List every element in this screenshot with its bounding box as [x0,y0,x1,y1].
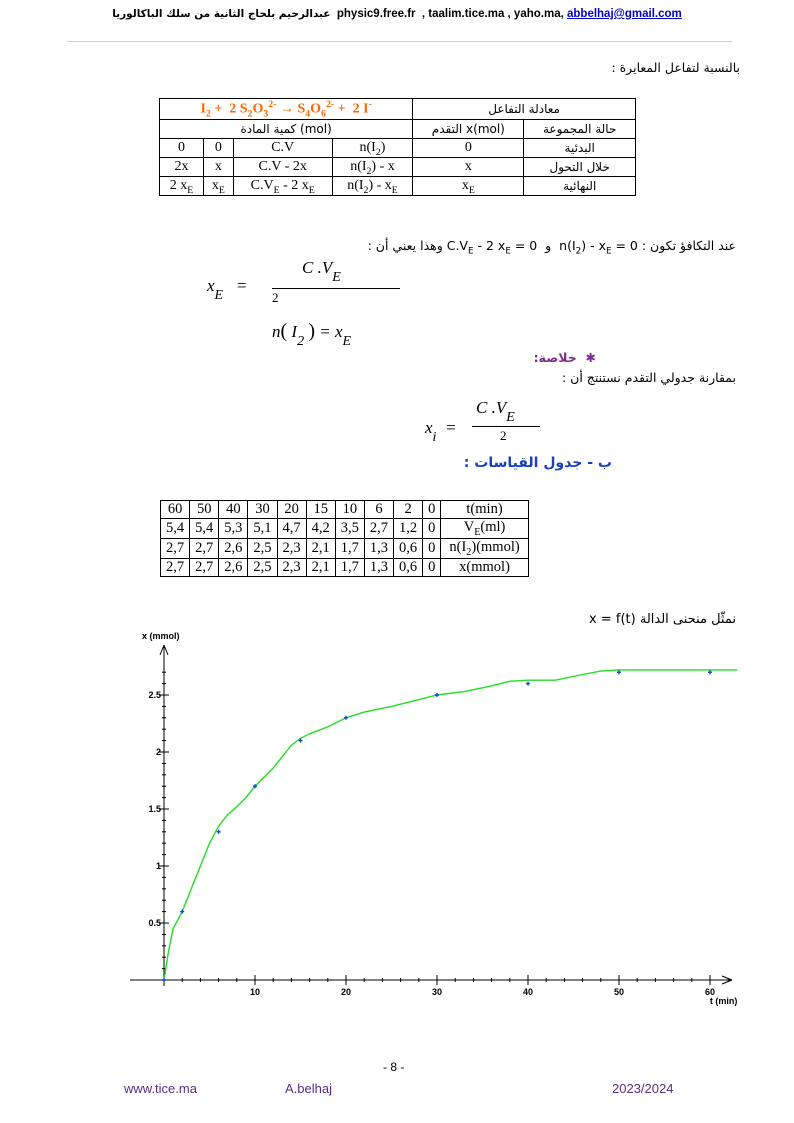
table-cell: 2,1 [306,538,335,558]
intro-text: بالنسبة لتفاعل المعايرة : [611,60,740,75]
table-cell: 5,4 [190,519,219,539]
x-tick-label: 10 [249,987,261,997]
table-cell: 2,7 [364,519,393,539]
table-cell: 1,2 [394,519,423,539]
table-cell: 10 [335,501,364,519]
table-cell: 1,7 [335,558,364,576]
page-number: - 8 - [383,1060,405,1074]
table-cell: 15 [306,501,335,519]
table-cell: 30 [248,501,277,519]
x-tick-label: 20 [340,987,352,997]
table-cell: 1,7 [335,538,364,558]
table-cell: 2,5 [248,538,277,558]
header-email-link[interactable]: abbelhaj@gmail.com [567,8,682,20]
curve-caption: نمثّل منحنى الدالة x = f(t) [589,612,736,627]
table-cell: 0 [423,558,441,576]
data-point [217,830,221,834]
fraction-bar [472,426,540,427]
table-row: 0 0 C.V $n(I_2)$ 0 البدئية [160,139,636,158]
data-point [708,670,712,674]
table-cell: 60 [161,501,190,519]
fraction-bar [272,288,400,289]
y-tick-label: 2 [155,747,161,757]
table-row [161,519,529,539]
x-tick-label: 50 [613,987,625,997]
table-cell: 4,2 [306,519,335,539]
table-cell: 1,3 [364,538,393,558]
row-label: $V_E(ml)$ [441,519,528,539]
table-cell: 0,6 [394,558,423,576]
table-cell: 2,7 [190,538,219,558]
footer-year: 2023/2024 [612,1081,674,1096]
footer-author: A.belhaj [285,1081,332,1096]
measurements-title: ب - جدول القياسات : [463,455,612,471]
header-site: physic9.free.fr [336,8,416,20]
reaction-table [159,98,636,196]
table-cell: 2,7 [161,538,190,558]
table-cell: 5,1 [248,519,277,539]
equation-xi-lhs: $x_i$ = [425,418,457,446]
table-cell: 0,6 [394,538,423,558]
progress-chart [120,625,760,1020]
progress-header: التقدم x(mol) [413,120,524,139]
data-point [435,693,439,697]
header-sites: , taalim.tice.ma , yaho.ma, [421,8,564,20]
table-cell: 5,3 [219,519,248,539]
equation-xE-num: C $.V_E$ [302,258,341,286]
table-row [161,501,529,519]
table-row: 2x x C.V - 2x $n(I_2)$ - x x خلال التحول [160,158,636,177]
table-row: 2 $x_E$ $x_E$ $C.V_E - 2$ $x_E$ $n(I_2) - x_E$ $x_E$ النهائية [160,177,636,196]
y-tick-label: 2.5 [148,690,161,700]
y-tick-label: 1 [155,861,161,871]
x-axis-label: t (min) [709,996,738,1006]
table-cell: 4,7 [277,519,306,539]
equation-xE-lhs: $x_E$ = [207,276,248,304]
header-divider [67,41,732,42]
table-cell: 0 [423,501,441,519]
table-cell: 2,6 [219,558,248,576]
table-cell: 1,3 [364,558,393,576]
conclusion-text: بمقارنة جدولي التقدم نستنتج أن : [561,370,736,385]
table-cell: 2,7 [190,558,219,576]
table-cell: 0 [423,538,441,558]
x-tick-label: 60 [704,987,716,997]
footer-site: www.tice.ma [124,1081,197,1096]
fit-curve [164,670,737,980]
header-author: عبدالرحيم بلحاج الثانية من سلك الباكالوريا [112,8,331,20]
row-label: $n(I_2)(mmol)$ [441,538,528,558]
table-cell: 2,3 [277,538,306,558]
row-label: x(mmol) [441,558,528,576]
table-cell: 2,7 [161,558,190,576]
quantity-header: كمية المادة (mol) [160,120,413,139]
table-cell: 2,1 [306,558,335,576]
x-tick-label: 40 [522,987,534,997]
equation-xE-den: 2 [272,290,279,305]
reaction-title: معادلة التفاعل [413,99,636,120]
reaction-equation: $I_2 + 2$ $S_2O_3^{2-} \to S_4O_6^{2-} + 2$ I- [160,99,413,120]
equation-xi-num: C $.V_E$ [476,398,515,426]
y-axis-label: x (mmol) [142,631,180,641]
y-tick-label: 1.5 [148,804,161,814]
state-header: حالة المجموعة [524,120,636,139]
table-cell: 5,4 [161,519,190,539]
table-cell: 2,5 [248,558,277,576]
y-tick-label: 0.5 [148,918,161,928]
data-point [162,978,166,982]
x-tick-label: 30 [431,987,443,997]
row-label: t(min) [441,501,528,519]
table-cell: 2,6 [219,538,248,558]
table-cell: 0 [423,519,441,539]
equation-nI2: n( $I_2$ ) = $x_E$ [272,320,352,350]
table-row [161,538,529,558]
equation-xi-den: 2 [500,428,507,443]
table-cell: 20 [277,501,306,519]
table-cell: 2 [394,501,423,519]
data-point [526,682,530,686]
table-cell: 6 [364,501,393,519]
page-header [0,8,794,20]
table-cell: 2,3 [277,558,306,576]
conclusion-title: ✱ خلاصة: [533,350,596,365]
table-cell: 40 [219,501,248,519]
measure-table [160,500,529,577]
equivalence-text: عند التكافؤ تكون : $n(I_2) - x_E = 0$ و $C.V_E - 2$ $x_E = 0$ وهذا يعني أن : [367,238,736,257]
data-point [617,670,621,674]
table-cell: 50 [190,501,219,519]
table-cell: 3,5 [335,519,364,539]
table-row [161,558,529,576]
